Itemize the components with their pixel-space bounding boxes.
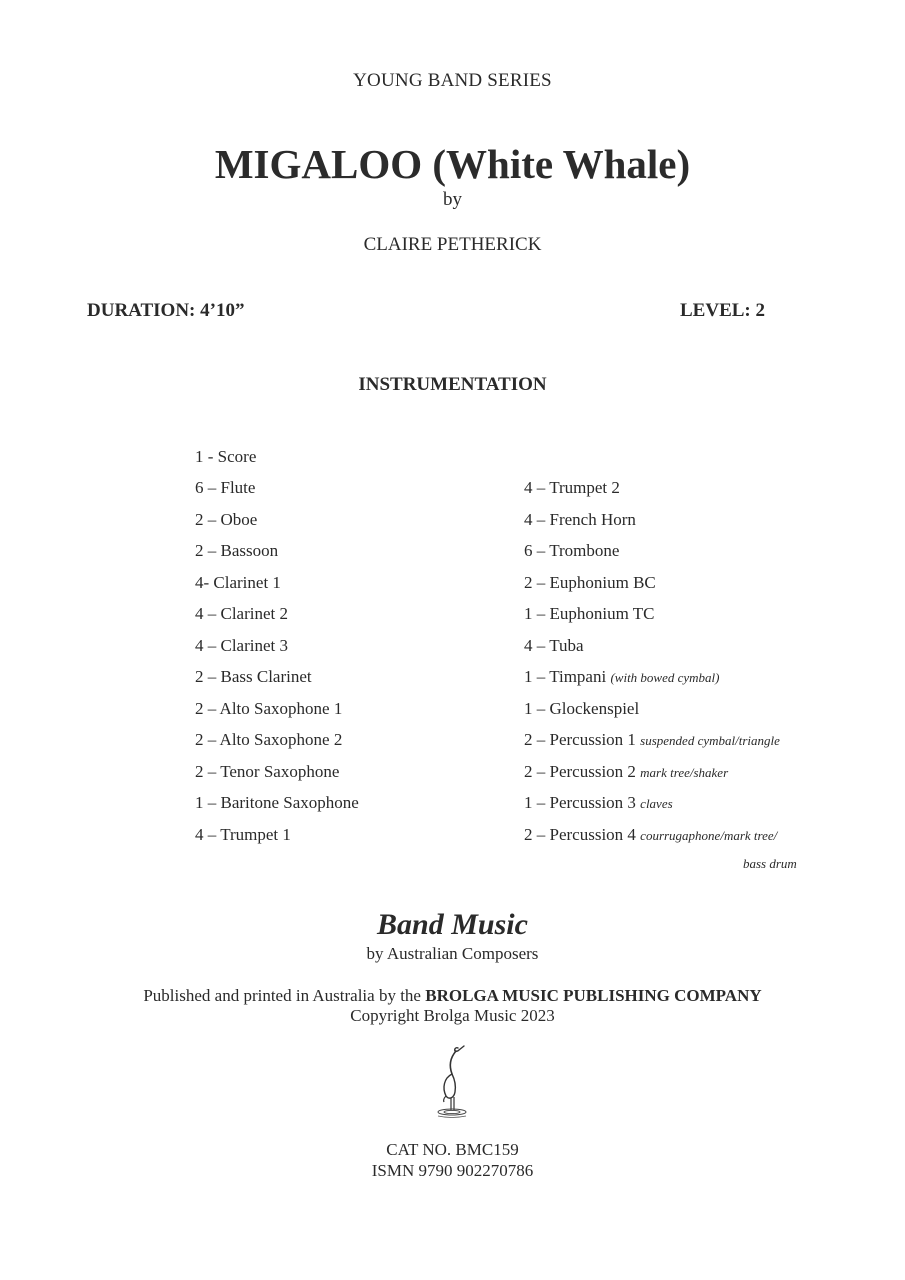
band-music-subtitle: by Australian Composers (366, 944, 539, 963)
instrument-note: mark tree/shaker (640, 765, 729, 780)
instrument-item: 4 – Clarinet 3 (195, 636, 289, 655)
catalogue-number: CAT NO. BMC159 (386, 1140, 519, 1159)
instrument-name: 2 – Percussion 1 (524, 730, 636, 749)
band-music-heading: Band Music (377, 908, 528, 941)
instrument-note: courrugaphone/mark tree/ (640, 828, 778, 843)
instrument-item: 2 – Oboe (195, 510, 258, 529)
series-label: YOUNG BAND SERIES (353, 70, 552, 91)
instrumentation-heading: INSTRUMENTATION (358, 374, 547, 395)
instrument-item: 2 – Alto Saxophone 2 (195, 730, 343, 749)
instrument-note: claves (640, 796, 673, 811)
instrument-item: 2 – Tenor Saxophone (195, 762, 340, 781)
instrument-item (524, 573, 656, 593)
duration-label: DURATION: 4’10” (87, 300, 245, 321)
instrument-item: 4 – Trumpet 1 (195, 825, 291, 844)
by-label: by (443, 189, 462, 210)
instrument-item (524, 730, 780, 750)
copyright-line: Copyright Brolga Music 2023 (350, 1006, 555, 1025)
instrument-item: 2 – Bassoon (195, 541, 279, 560)
instrument-name: 2 – Percussion 4 (524, 825, 636, 844)
instrument-item: 4 – Clarinet 2 (195, 604, 289, 623)
instrument-note: (with bowed cymbal) (610, 670, 720, 685)
instrument-name: 2 – Percussion 2 (524, 762, 636, 781)
instrument-name: 1 – Percussion 3 (524, 793, 636, 812)
instrument-name: 4 – Tuba (524, 636, 584, 655)
piece-title: MIGALOO (White Whale) (214, 141, 691, 187)
composer-name: CLAIRE PETHERICK (363, 234, 542, 255)
instrument-item (524, 510, 636, 530)
instrument-item: 6 – Flute (195, 478, 256, 497)
instrument-note: suspended cymbal/triangle (640, 733, 780, 748)
brolga-bird-icon (432, 1044, 472, 1120)
instrument-item: 4- Clarinet 1 (195, 573, 281, 592)
instrument-item: 1 - Score (195, 447, 257, 466)
instrument-item (524, 541, 619, 561)
instrument-name: 1 – Timpani (524, 667, 607, 686)
instrument-name: 2 – Euphonium BC (524, 573, 656, 592)
instrument-item (524, 636, 584, 656)
instrument-item (524, 699, 639, 719)
ismn-number: ISMN 9790 902270786 (371, 1161, 534, 1180)
published-prefix: Published and printed in Australia by the (143, 986, 421, 1005)
instrument-note-continuation: bass drum (743, 856, 797, 871)
instrument-name: 1 – Glockenspiel (524, 699, 640, 718)
instrument-item (524, 667, 720, 687)
level-label: LEVEL: 2 (680, 300, 765, 321)
instrument-item: 2 – Alto Saxophone 1 (195, 699, 343, 718)
instrument-item (524, 825, 777, 845)
instrument-item (524, 478, 620, 498)
instrument-item: 1 – Baritone Saxophone (195, 793, 359, 812)
publisher-line (0, 986, 905, 1006)
instrument-name: 4 – French Horn (524, 510, 636, 529)
instrument-name: 4 – Trumpet 2 (524, 478, 620, 497)
instrument-name: 6 – Trombone (524, 541, 620, 560)
instrument-item (524, 604, 655, 624)
instrument-item (524, 762, 728, 782)
instrument-item (524, 793, 673, 813)
publisher-name: BROLGA MUSIC PUBLISHING COMPANY (425, 986, 762, 1005)
instrument-item: 2 – Bass Clarinet (195, 667, 312, 686)
instrument-name: 1 – Euphonium TC (524, 604, 655, 623)
